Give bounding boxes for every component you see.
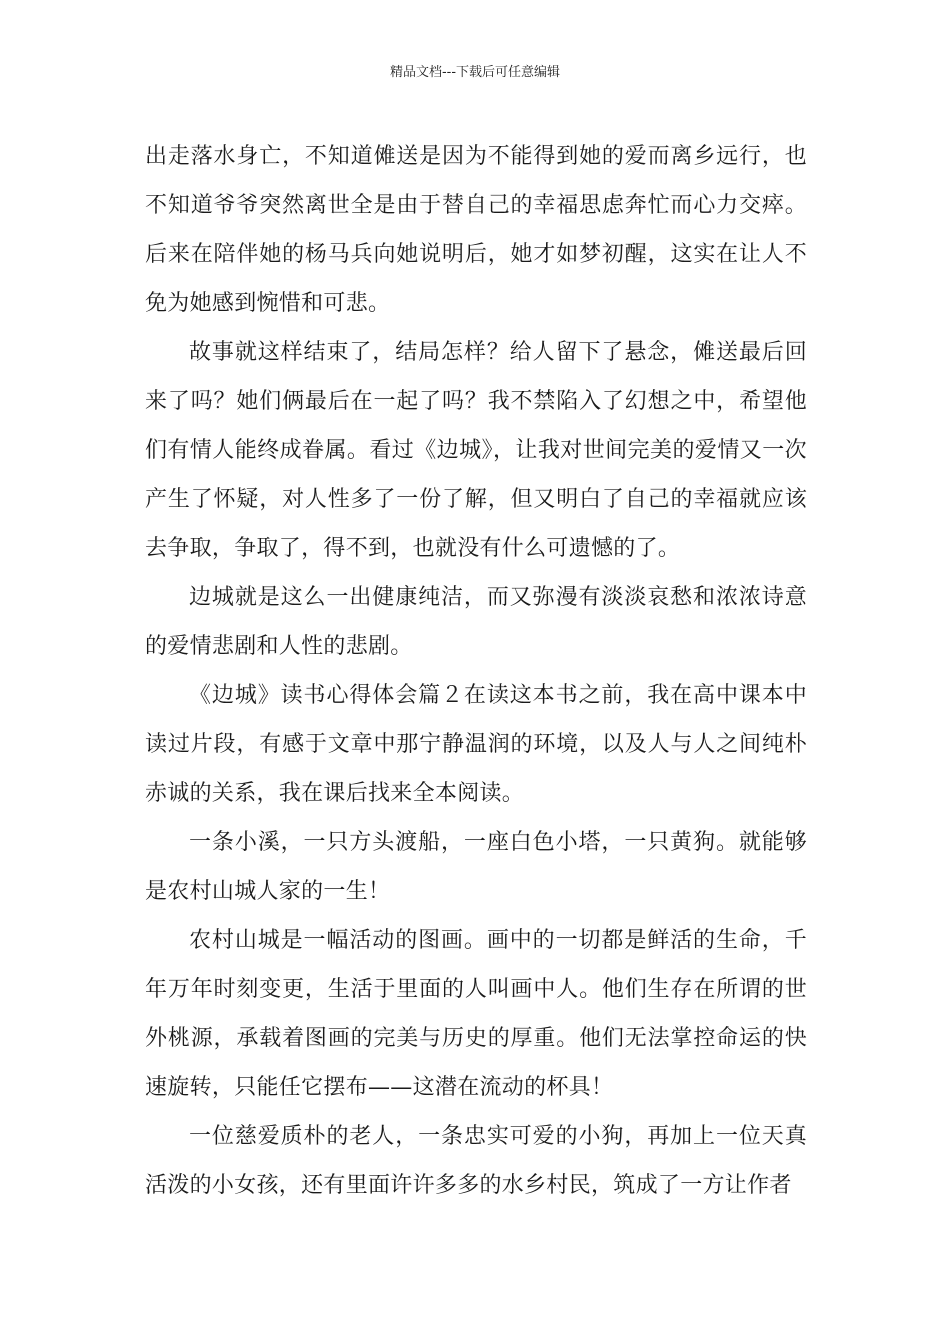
paragraph-7: 一位慈爱质朴的老人，一条忠实可爱的小狗，再加上一位天真活泼的小女孩，还有里面许许多多的水乡村民，筑成了一方让作者 bbox=[145, 1124, 807, 1198]
page-header: 精品文档---下载后可任意编辑 bbox=[389, 65, 561, 80]
paragraph-1: 出走落水身亡，不知道傩送是因为不能得到她的爱而离乡远行，也不知道爷爷突然离世全是由于替自己的幸福思虑奔忙而心力交瘁。后来在陪伴她的杨马兵向她说明后，她才如梦初醒，这实在让人不免为她感到惋惜和可悲。 bbox=[145, 144, 807, 316]
paragraph-4: 《边城》读书心得体会篇２在读这本书之前，我在高中课本中读过片段，有感于文章中那宁静温润的环境，以及人与人之间纯朴赤诚的关系，我在课后找来全本阅读。 bbox=[145, 683, 807, 806]
document-body bbox=[145, 132, 807, 1210]
paragraph-5: 一条小溪，一只方头渡船，一座白色小塔，一只黄狗。就能够是农村山城人家的一生！ bbox=[145, 830, 807, 904]
paragraph-6: 农村山城是一幅活动的图画。画中的一切都是鲜活的生命，千年万年时刻变更，生活于里面的人叫画中人。他们生存在所谓的世外桃源，承载着图画的完美与历史的厚重。他们无法掌控命运的快速旋转，只能任它摆布——这潜在流动的杯具！ bbox=[145, 928, 807, 1100]
paragraph-3: 边城就是这么一出健康纯洁，而又弥漫有淡淡哀愁和浓浓诗意的爱情悲剧和人性的悲剧。 bbox=[145, 585, 807, 659]
paragraph-2: 故事就这样结束了，结局怎样？给人留下了悬念，傩送最后回来了吗？她们俩最后在一起了吗？我不禁陷入了幻想之中，希望他们有情人能终成眷属。看过《边城》，让我对世间完美的爱情又一次产生了怀疑，对人性多了一份了解，但又明白了自己的幸福就应该去争取，争取了，得不到，也就没有什么可遗憾的了。 bbox=[145, 340, 807, 561]
